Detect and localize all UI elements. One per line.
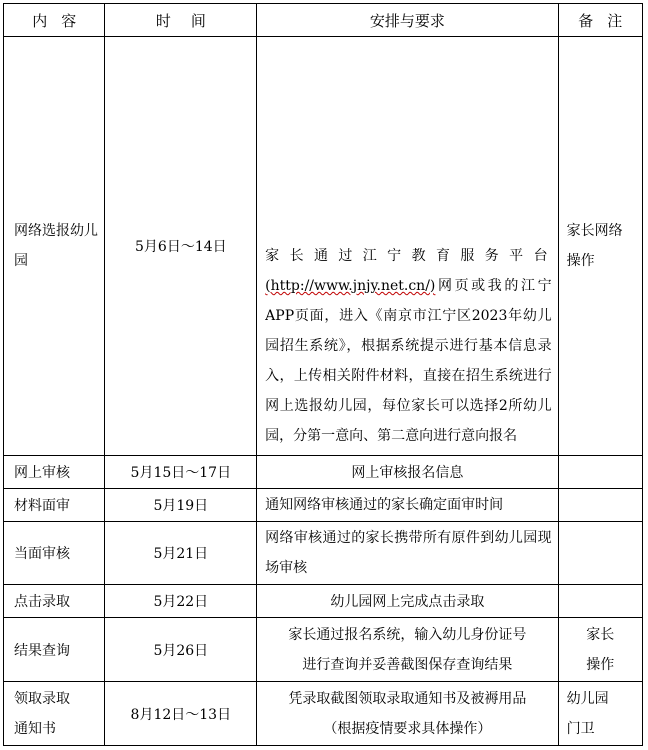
table-row bbox=[4, 489, 643, 522]
row-content bbox=[4, 682, 105, 746]
row-time: 5月22日 bbox=[105, 585, 257, 618]
remarks-line: 幼儿园 bbox=[566, 690, 609, 707]
row-content bbox=[4, 37, 105, 456]
row-content-text: 网络选报幼儿园 bbox=[14, 223, 98, 269]
remarks-line: 操作 bbox=[586, 656, 615, 673]
row-requirements: 通知网络审核通过的家长确定面审时间 bbox=[257, 489, 558, 522]
row-requirements: 网上审核报名信息 bbox=[257, 456, 558, 489]
row-requirements: 网络审核通过的家长携带所有原件到幼儿园现场审核 bbox=[257, 522, 558, 585]
table-row bbox=[4, 682, 643, 746]
table-row bbox=[4, 618, 643, 682]
requirements-text: 网页或我的江宁APP页面，进入《南京市江宁区2023年幼儿园招生系统》，根据系统提示进行基本信息录入，上传相关附件材料，直接在招生系统进行网上选报幼儿园，每位家长可以选择2所幼儿园，分第一意向、第二意向进行意向报名 bbox=[265, 278, 552, 444]
header-time: 时间 bbox=[105, 4, 257, 37]
row-content: 点击录取 bbox=[4, 585, 105, 618]
row-requirements: 幼儿园网上完成点击录取 bbox=[257, 585, 558, 618]
row-content: 当面审核 bbox=[4, 522, 105, 585]
row-time: 8月12日～13日 bbox=[105, 682, 257, 746]
requirements-line: 凭录取截图领取录取通知书及被褥用品 bbox=[288, 690, 527, 707]
content-line: 领取录取 bbox=[14, 690, 70, 707]
row-content: 材料面审 bbox=[4, 489, 105, 522]
row-remarks bbox=[558, 682, 642, 746]
row-requirements bbox=[257, 682, 558, 746]
row-remarks bbox=[558, 585, 642, 618]
table-row bbox=[4, 522, 643, 585]
requirements-line: 家长通过江宁教育服务平台 bbox=[265, 248, 552, 264]
table-row bbox=[4, 585, 643, 618]
row-time: 5月6日～14日 bbox=[105, 37, 257, 456]
row-time: 5月19日 bbox=[105, 489, 257, 522]
header-requirements: 安排与要求 bbox=[257, 4, 558, 37]
row-time: 5月21日 bbox=[105, 522, 257, 585]
row-content: 结果查询 bbox=[4, 618, 105, 682]
remarks-line: 门卫 bbox=[566, 720, 595, 737]
enrollment-schedule-table bbox=[3, 3, 643, 746]
requirements-line: （根据疫情要求具体操作） bbox=[323, 720, 492, 737]
row-requirements bbox=[257, 37, 558, 456]
requirements-line: 家长通过报名系统，输入幼儿身份证号 bbox=[288, 626, 527, 643]
row-content: 网上审核 bbox=[4, 456, 105, 489]
row-time: 5月15日～17日 bbox=[105, 456, 257, 489]
row-remarks bbox=[558, 456, 642, 489]
table-row bbox=[4, 37, 643, 456]
requirements-line: 进行查询并妥善截图保存查询结果 bbox=[302, 656, 513, 673]
content-line: 通知书 bbox=[14, 720, 56, 737]
table-header-row bbox=[4, 4, 643, 37]
header-remarks: 备注 bbox=[558, 4, 642, 37]
remarks-line: 家长 bbox=[586, 626, 615, 643]
row-remarks: 家长网络操作 bbox=[558, 37, 642, 456]
row-remarks bbox=[558, 618, 642, 682]
table-row bbox=[4, 456, 643, 489]
platform-url-link[interactable]: (http://www.jnjy.net.cn/) bbox=[265, 278, 436, 294]
row-remarks bbox=[558, 489, 642, 522]
row-requirements bbox=[257, 618, 558, 682]
row-remarks bbox=[558, 522, 642, 585]
row-time: 5月26日 bbox=[105, 618, 257, 682]
header-content: 内容 bbox=[4, 4, 105, 37]
